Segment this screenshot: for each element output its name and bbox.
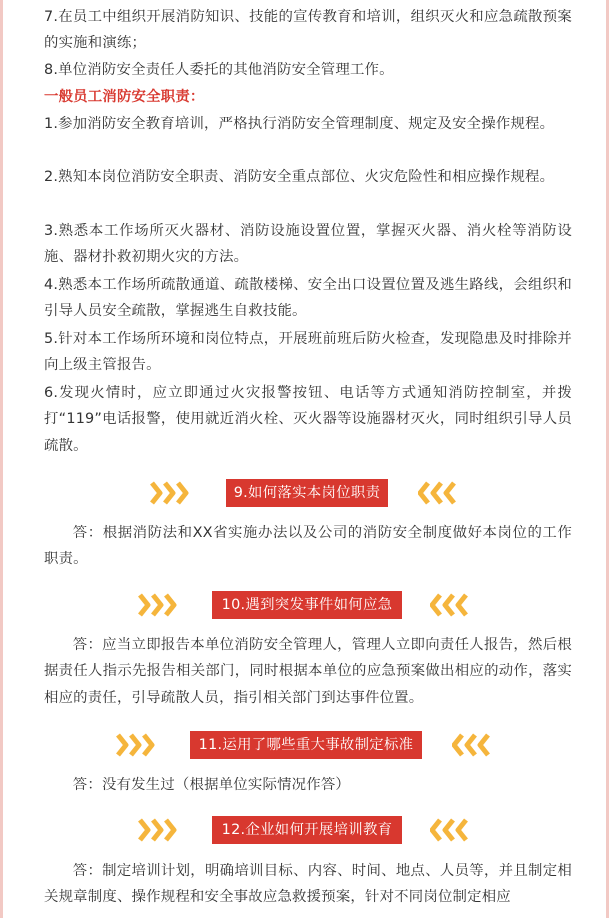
chevron-left-icon — [430, 818, 474, 842]
duty-item-8: 8.单位消防安全责任人委托的其他消防安全管理工作。 — [44, 62, 394, 78]
section-title-12: 12.企业如何开展培训教育 — [212, 816, 402, 844]
chevron-right-icon — [116, 733, 160, 757]
answer-10: 答：应当立即报告本单位消防安全管理人，管理人立即向责任人报告，然后根据责任人指示先报告相关部门，同时根据本单位的应急预案做出相应的动作，落实相应的责任，引导疏散人员，指引相关部门到达事件位置。 — [44, 637, 572, 706]
general-staff-heading: 一般员工消防安全职责： — [44, 89, 205, 105]
section-banner-12 — [0, 816, 609, 844]
chevron-right-icon — [150, 481, 194, 505]
general-item-2: 2.熟知本岗位消防安全职责、消防安全重点部位、火灾危险性和相应操作规程。 — [44, 169, 555, 185]
chevron-left-icon — [430, 593, 474, 617]
chevron-right-icon — [138, 818, 182, 842]
general-item-5: 5.针对本工作场所环境和岗位特点，开展班前班后防火检查，发现隐患及时排除并向上级主管报告。 — [44, 331, 572, 374]
chevron-right-icon — [138, 593, 182, 617]
general-item-1: 1.参加消防安全教育培训，严格执行消防安全管理制度、规定及安全操作规程。 — [44, 116, 555, 132]
chevron-left-icon — [418, 481, 462, 505]
section-title-9: 9.如何落实本岗位职责 — [226, 479, 388, 507]
section-title-11: 11.运用了哪些重大事故制定标准 — [190, 731, 422, 759]
answer-11: 答：没有发生过（根据单位实际情况作答） — [72, 777, 351, 793]
section-banner-11 — [0, 731, 609, 759]
section-banner-10 — [0, 591, 609, 619]
answer-12: 答：制定培训计划，明确培训目标、内容、时间、地点、人员等，并且制定相关规章制度、操作规程和安全事故应急救援预案，针对不同岗位制定相应 — [44, 863, 572, 906]
section-title-10: 10.遇到突发事件如何应急 — [212, 591, 402, 619]
general-item-6: 6.发现火情时，应立即通过火灾报警按钮、电话等方式通知消防控制室，并拨打“119”电话报警，使用就近消火栓、灭火器等设施器材灭火，同时组织引导人员疏散。 — [44, 385, 572, 454]
general-item-3: 3.熟悉本工作场所灭火器材、消防设施设置位置，掌握灭火器、消火栓等消防设施、器材扑救初期火灾的方法。 — [44, 223, 572, 266]
duty-item-7: 7.在员工中组织开展消防知识、技能的宣传教育和培训，组织灭火和应急疏散预案的实施和演练； — [44, 9, 572, 52]
answer-9: 答：根据消防法和XX省实施办法以及公司的消防安全制度做好本岗位的工作职责。 — [44, 525, 572, 568]
section-banner-9 — [0, 479, 609, 507]
chevron-left-icon — [452, 733, 496, 757]
general-item-4: 4.熟悉本工作场所疏散通道、疏散楼梯、安全出口设置位置及逃生路线，会组织和引导人员安全疏散，掌握逃生自救技能。 — [44, 277, 572, 320]
